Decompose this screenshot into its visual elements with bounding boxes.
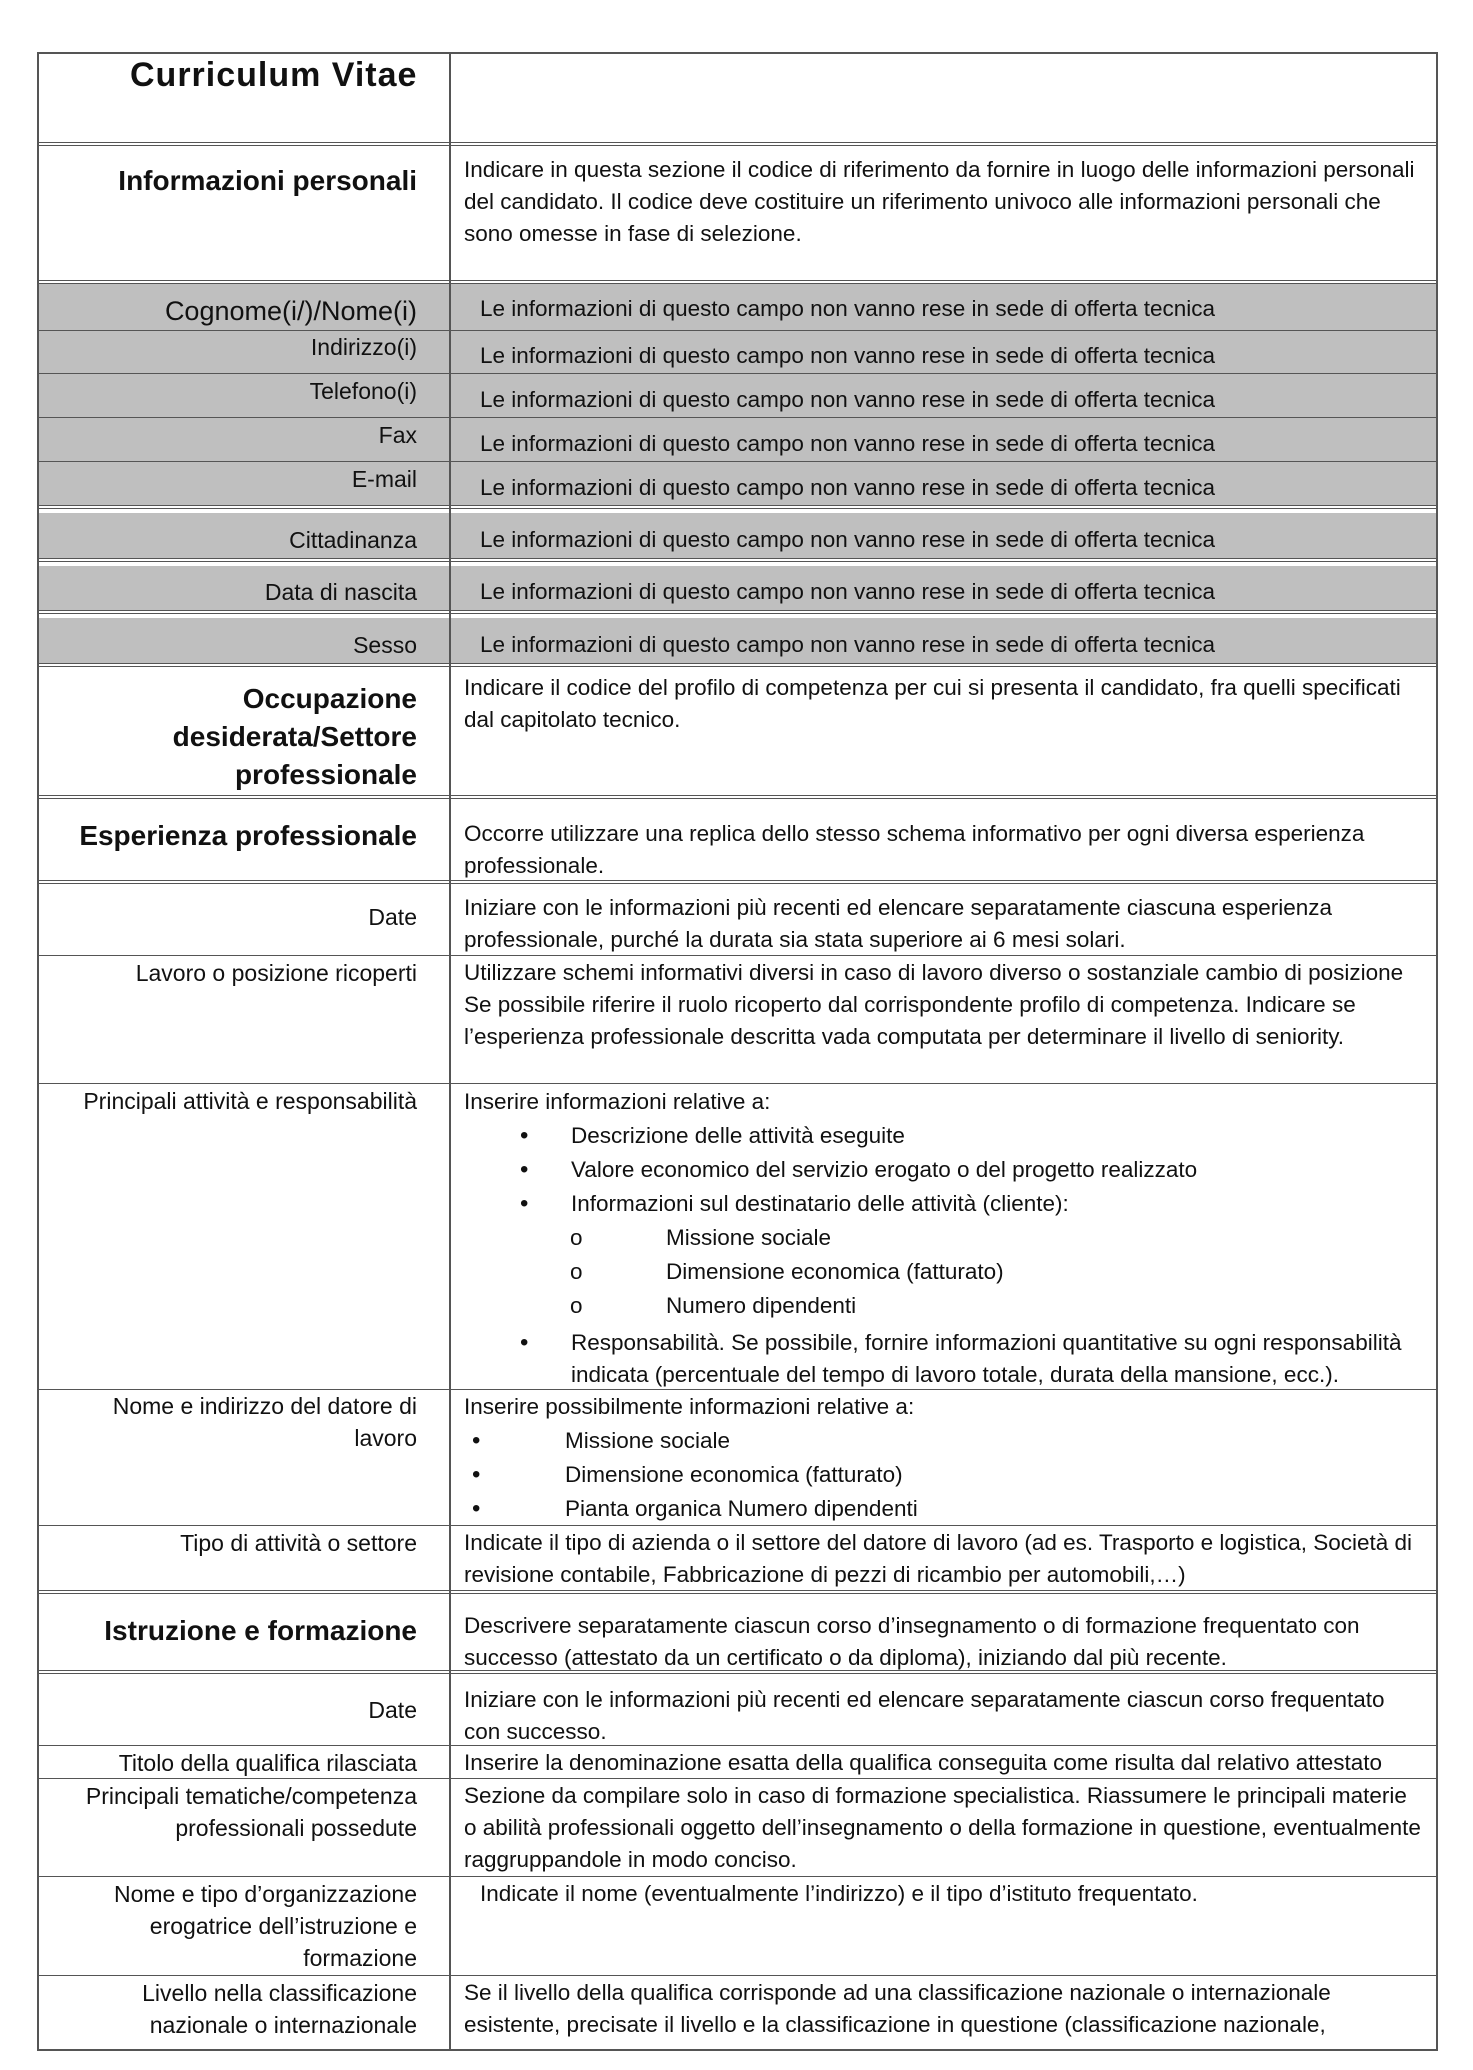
row-divider: [37, 280, 1438, 284]
list-item: o Dimensione economica (fatturato): [464, 1255, 1424, 1289]
field-label-cittadinanza: Cittadinanza: [289, 527, 417, 553]
field-label-esperienza-date: Date: [368, 904, 417, 930]
section-text-esperienza-professionale: Occorre utilizzare una replica dello stesso schema informativo per ogni diversa esperienza professionale.: [464, 821, 1365, 878]
row-divider: [37, 1975, 1438, 1976]
field-value-datore: Inserire possibilmente informazioni relative a: • Missione sociale • Dimensione economica (fatturato) • Pianta organica Numero dipendenti: [464, 1390, 1424, 1526]
field-label-attivita: Principali attività e responsabilità: [83, 1088, 417, 1114]
row-divider: [37, 610, 1438, 614]
list-item: o Numero dipendenti: [464, 1289, 1424, 1323]
field-label-indirizzo: Indirizzo(i): [310, 334, 417, 360]
section-label-esperienza-professionale: Esperienza professionale: [79, 820, 417, 851]
row-divider: [37, 663, 1438, 667]
row-divider: [37, 330, 1438, 331]
document-title: Curriculum Vitae: [130, 56, 418, 94]
field-value-organizzazione: Indicate il nome (eventualmente l’indirizzo) e il tipo d’istituto frequentato.: [480, 1881, 1198, 1906]
field-value-data-di-nascita: Le informazioni di questo campo non vanno rese in sede di offerta tecnica: [480, 579, 1216, 604]
field-value-cognome-nome: Le informazioni di questo campo non vanno rese in sede di offerta tecnica: [480, 296, 1216, 321]
list-item: • Responsabilità. Se possibile, fornire informazioni quantitative su ogni responsabilità indicata (percentuale del tempo di lavoro totale, durata della mansione, ecc.).: [464, 1327, 1424, 1391]
field-label-titolo-qualifica: Titolo della qualifica rilasciata: [118, 1750, 417, 1776]
field-label-istruzione-date: Date: [368, 1697, 417, 1723]
field-value-titolo-qualifica: Inserire la denominazione esatta della qualifica conseguita come risulta dal relativo attestato: [464, 1750, 1383, 1775]
column-divider: [449, 52, 451, 2051]
field-value-esperienza-date: Iniziare con le informazioni più recenti ed elencare separatamente ciascuna esperienza professionale, purché la durata sia stata superiore ai 6 mesi solari.: [464, 895, 1332, 952]
list-item: o Missione sociale: [464, 1221, 1424, 1255]
list-item: • Missione sociale: [464, 1424, 1424, 1458]
row-divider: [37, 373, 1438, 374]
list-item: • Informazioni sul destinatario delle attività (cliente):: [464, 1187, 1424, 1221]
field-label-tipo-attivita: Tipo di attività o settore: [180, 1530, 417, 1556]
field-value-attivita: Inserire informazioni relative a: • Descrizione delle attività eseguite • Valore economico del servizio erogato o del progetto realizzato • Informazioni sul destinatario delle attività (cliente): o Missione sociale o Dimensione economica (fatturato) o Numero dipendenti • Responsabilità. Se possibile, fornire informazioni quantitative su ogni responsabilità indicata (percentuale del tempo di lavoro totale, durata della mansione, ecc.).: [464, 1085, 1424, 1391]
list-item: • Pianta organica Numero dipendenti: [464, 1492, 1424, 1526]
field-label-sesso: Sesso: [353, 632, 417, 658]
field-label-telefono: Telefono(i): [309, 378, 417, 404]
field-value-cittadinanza: Le informazioni di questo campo non vanno rese in sede di offerta tecnica: [480, 527, 1216, 552]
section-text-istruzione-formazione: Descrivere separatamente ciascun corso d’insegnamento o di formazione frequentato con successo (attestato da un certificato o da diploma), iniziando dal più recente.: [464, 1613, 1360, 1670]
field-value-sesso: Le informazioni di questo campo non vanno rese in sede di offerta tecnica: [480, 632, 1216, 657]
row-divider: [37, 1083, 1438, 1084]
row-divider: [37, 417, 1438, 418]
row-divider: [37, 461, 1438, 462]
section-label-informazioni-personali: Informazioni personali: [118, 165, 417, 196]
section-text-occupazione: Indicare il codice del profilo di competenza per cui si presenta il candidato, fra quelli specificati dal capitolato tecnico.: [464, 675, 1401, 732]
field-label-datore: Nome e indirizzo del datore di lavoro: [112, 1393, 417, 1451]
field-label-organizzazione: Nome e tipo d’organizzazione erogatrice dell’istruzione e formazione: [113, 1881, 417, 1971]
row-divider: [37, 795, 1438, 799]
attivita-bullet-list-end: [464, 1327, 1424, 1391]
attivita-sub-list: [464, 1221, 1424, 1323]
field-value-istruzione-date: Iniziare con le informazioni più recenti ed elencare separatamente ciascun corso frequentato con successo.: [464, 1687, 1385, 1744]
field-label-cognome-nome: Cognome(i/)/Nome(i): [164, 296, 417, 326]
row-divider: [37, 505, 1438, 509]
field-label-livello: Livello nella classificazione nazionale o internazionale: [142, 1980, 417, 2038]
field-value-telefono: Le informazioni di questo campo non vanno rese in sede di offerta tecnica: [480, 387, 1216, 412]
section-label-occupazione: Occupazione desiderata/Settore professionale: [172, 683, 417, 790]
list-item: • Dimensione economica (fatturato): [464, 1458, 1424, 1492]
section-text-informazioni-personali: Indicare in questa sezione il codice di riferimento da fornire in luogo delle informazioni personali del candidato. Il codice deve costituire un riferimento univoco alle informazioni personali che sono omesse in fase di selezione.: [464, 157, 1415, 246]
field-label-tematiche: Principali tematiche/competenza professionali possedute: [85, 1783, 417, 1841]
row-divider: [37, 142, 1438, 146]
field-value-fax: Le informazioni di questo campo non vanno rese in sede di offerta tecnica: [480, 431, 1216, 456]
field-value-email: Le informazioni di questo campo non vanno rese in sede di offerta tecnica: [480, 475, 1216, 500]
field-value-indirizzo: Le informazioni di questo campo non vanno rese in sede di offerta tecnica: [480, 343, 1216, 368]
field-value-tipo-attivita: Indicate il tipo di azienda o il settore del datore di lavoro (ad es. Trasporto e logistica, Società di revisione contabile, Fabbricazione di pezzi di ricambio per automobili,…): [464, 1530, 1413, 1587]
field-label-fax: Fax: [378, 422, 417, 448]
section-label-istruzione-formazione: Istruzione e formazione: [104, 1615, 417, 1646]
attivita-bullet-list: [464, 1119, 1424, 1221]
field-label-data-di-nascita: Data di nascita: [264, 579, 417, 605]
row-divider: [37, 558, 1438, 562]
field-label-email: E-mail: [351, 466, 417, 492]
field-label-lavoro: Lavoro o posizione ricoperti: [135, 960, 417, 986]
list-item: • Descrizione delle attività eseguite: [464, 1119, 1424, 1153]
field-value-tematiche: Sezione da compilare solo in caso di formazione specialistica. Riassumere le principali materie o abilità professionali oggetto dell’insegnamento o della formazione in questione, eventualmente raggruppandole in modo conciso.: [464, 1783, 1421, 1872]
row-divider: [37, 1876, 1438, 1877]
field-value-lavoro: Utilizzare schemi informativi diversi in caso di lavoro diverso o sostanziale cambio di posizione Se possibile riferire il ruolo ricoperto dal corrispondente profilo di competenza. Indicare se l’esperienza professionale descritta vada computata per determinare il livello di seniority.: [464, 960, 1404, 1049]
datore-bullet-list: [464, 1424, 1424, 1526]
list-item: • Valore economico del servizio erogato o del progetto realizzato: [464, 1153, 1424, 1187]
field-value-livello: Se il livello della qualifica corrisponde ad una classificazione nazionale o internazionale esistente, precisate il livello e la classificazione in questione (classificazione nazionale,: [464, 1980, 1331, 2037]
